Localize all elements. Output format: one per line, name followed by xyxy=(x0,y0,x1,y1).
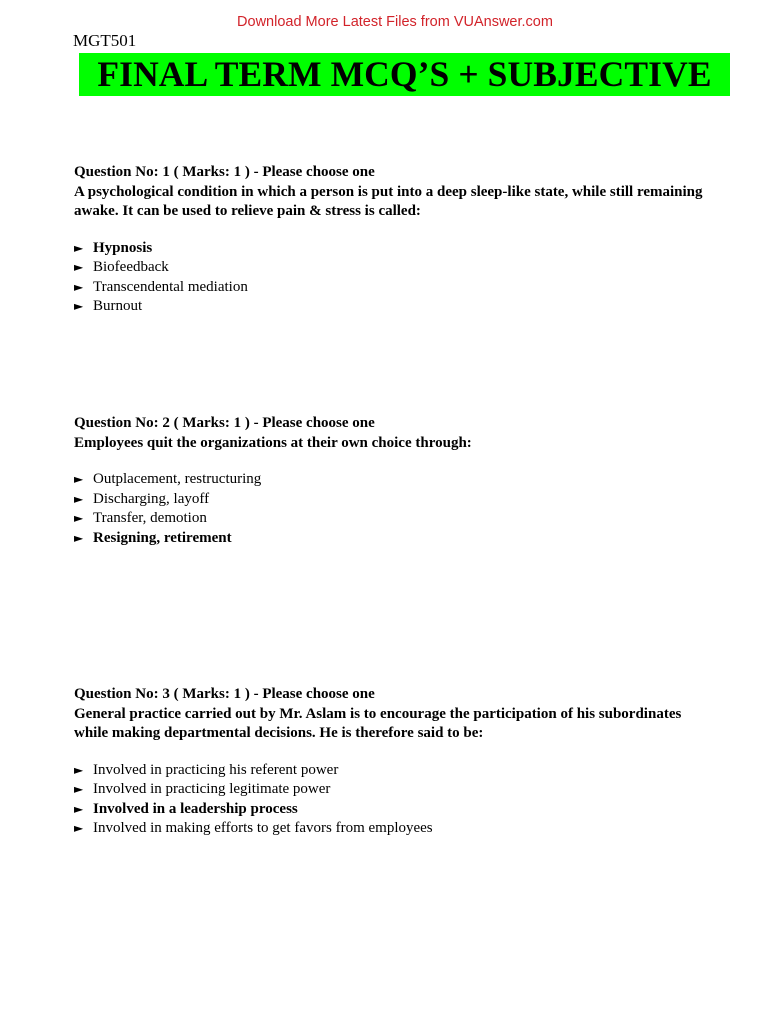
triangle-pointer-icon: ► xyxy=(74,782,84,796)
question-block xyxy=(74,163,714,317)
answer-option[interactable] xyxy=(74,297,714,317)
course-code: MGT501 xyxy=(73,31,137,50)
option-label: Transfer, demotion xyxy=(93,510,207,526)
question-header: Question No: 1 ( Marks: 1 ) - Please choose one xyxy=(74,164,375,180)
triangle-pointer-icon: ► xyxy=(74,530,84,545)
option-label: Transcendental mediation xyxy=(93,278,248,295)
option-label: Burnout xyxy=(93,298,143,314)
answer-option[interactable] xyxy=(74,239,714,259)
answer-option[interactable] xyxy=(74,470,714,490)
triangle-pointer-icon: ► xyxy=(74,260,84,274)
triangle-pointer-icon: ► xyxy=(74,511,84,525)
triangle-pointer-icon: ► xyxy=(74,240,84,255)
download-link[interactable]: Download More Latest Files from VUAnswer.com xyxy=(237,14,553,30)
question-block xyxy=(74,414,714,548)
triangle-pointer-icon: ► xyxy=(74,299,84,313)
triangle-pointer-icon: ► xyxy=(74,821,84,835)
answer-option[interactable] xyxy=(74,761,714,781)
answer-option[interactable] xyxy=(74,278,714,298)
triangle-pointer-icon: ► xyxy=(74,801,84,816)
option-label: Involved in practicing legitimate power xyxy=(93,781,331,797)
option-label: Involved in practicing his referent power xyxy=(93,761,339,778)
answer-option[interactable] xyxy=(74,800,714,820)
answer-option[interactable] xyxy=(74,819,714,839)
answer-option[interactable] xyxy=(74,529,714,549)
option-label: Outplacement, restructuring xyxy=(93,471,262,487)
answer-option[interactable] xyxy=(74,780,714,800)
option-label: Biofeedback xyxy=(93,259,169,275)
answer-option[interactable] xyxy=(74,509,714,529)
question-text: General practice carried out by Mr. Aslam is to encourage the participation of his subordinates while making departmental decisions. He is therefore said to be: xyxy=(74,705,682,741)
question-header: Question No: 3 ( Marks: 1 ) - Please choose one xyxy=(74,686,375,702)
question-text: Employees quit the organizations at their own choice through: xyxy=(74,434,472,451)
question-text: A psychological condition in which a person is put into a deep sleep-like state, while still remaining awake. It can be used to relieve pain & stress is called: xyxy=(74,183,703,219)
option-label: Discharging, layoff xyxy=(93,490,210,507)
page-title: FINAL TERM MCQ’S + SUBJECTIVE xyxy=(97,54,712,94)
option-label: Involved in making efforts to get favors from employees xyxy=(93,820,433,836)
triangle-pointer-icon: ► xyxy=(74,472,84,486)
answer-option[interactable] xyxy=(74,490,714,510)
option-label: Involved in a leadership process xyxy=(93,800,298,817)
option-label: Resigning, retirement xyxy=(93,529,232,546)
triangle-pointer-icon: ► xyxy=(74,279,84,294)
question-header: Question No: 2 ( Marks: 1 ) - Please choose one xyxy=(74,415,375,431)
triangle-pointer-icon: ► xyxy=(74,762,84,777)
option-label: Hypnosis xyxy=(93,239,153,256)
answer-option[interactable] xyxy=(74,258,714,278)
triangle-pointer-icon: ► xyxy=(74,491,84,506)
question-block xyxy=(74,685,714,839)
